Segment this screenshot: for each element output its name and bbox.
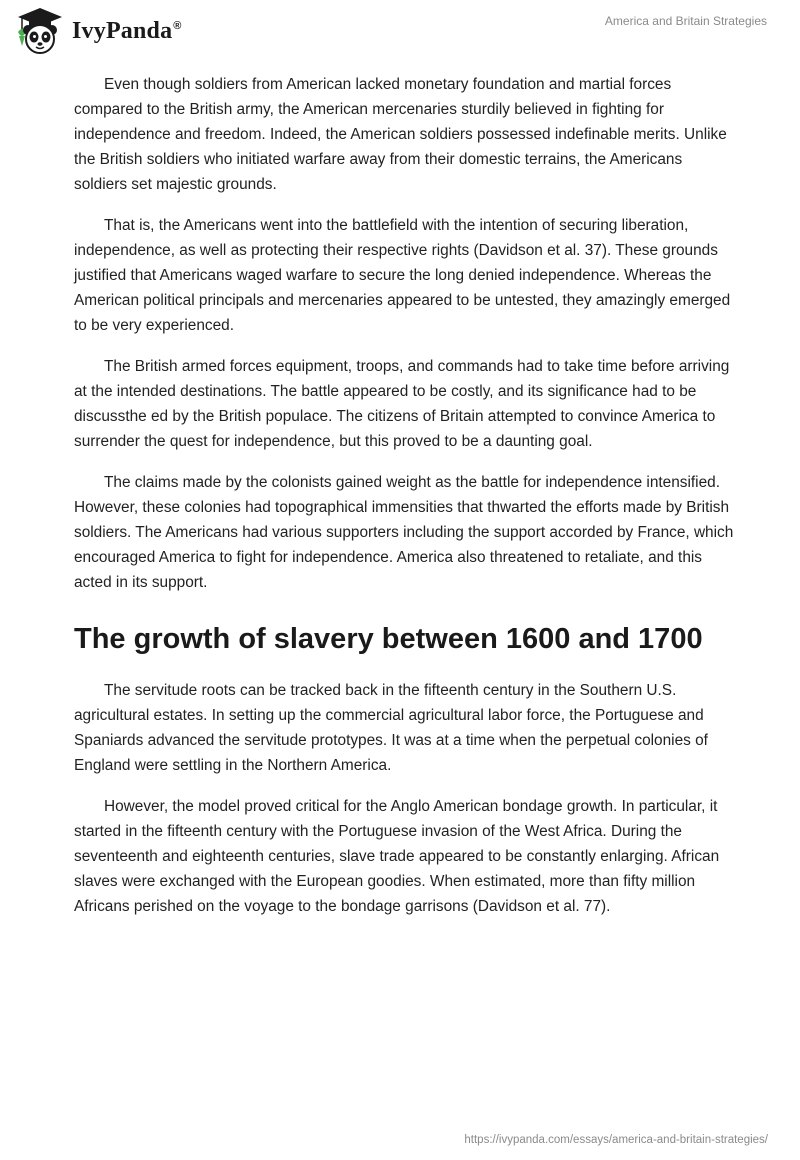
ivypanda-logo[interactable] (14, 6, 194, 56)
paragraph: Even though soldiers from American lacked monetary foundation and martial forces compared to the British army, the American mercenaries sturdily believed in fighting for independence and freedom. Indeed, the American soldiers possessed indefinable merits. Unlike the British soldiers who initiated warfare away from their domestic terrains, the Americans soldiers set majestic grounds. (74, 76, 727, 193)
essay-content (74, 72, 734, 935)
paragraph: That is, the Americans went into the battlefield with the intention of securing liberation, independence, as well as protecting their respective rights (Davidson et al. 37). These grounds justified that Americans waged warfare to secure the long denied independence. Whereas the American political principals and mercenaries appeared to be untested, they amazingly emerged to be very experienced. (74, 217, 731, 334)
registered-mark: ® (173, 19, 182, 32)
document-title: America and Britain Strategies (604, 14, 767, 28)
paragraph: The British armed forces equipment, troops, and commands had to take time before arriving at the intended destinations. The battle appeared to be costly, and its significance had to be discussthe ed by the British populace. The citizens of Britain attempted to convince America to surrender the quest for independence, but this proved to be a daunting goal. (74, 358, 730, 450)
section-heading: The growth of slavery between 1600 and 1700 (74, 623, 703, 655)
paragraph: The claims made by the colonists gained weight as the battle for independence intensified. However, these colonies had topographical immensities that thwarted the efforts made by British soldiers. The Americans had various supporters including the support accorded by France, which encouraged America to fight for independence. America also threatened to retaliate, and this acted in its support. (74, 474, 734, 591)
source-url[interactable]: https://ivypanda.com/essays/america-and-britain-strategies/ (464, 1134, 768, 1146)
panda-graduate-icon (14, 6, 66, 56)
brand-name: IvyPanda® (72, 17, 182, 44)
page-header (0, 0, 800, 60)
paragraph: The servitude roots can be tracked back in the fifteenth century in the Southern U.S. agricultural estates. In setting up the commercial agricultural labor force, the Portuguese and Spaniards advanced the servitude prototypes. It was at a time when the perpetual colonies of England were settling in the Northern America. (74, 682, 708, 774)
paragraph: However, the model proved critical for the Anglo American bondage growth. In particular, it started in the fifteenth century with the Portuguese invasion of the West Africa. During the seventeenth and eighteenth centuries, slave trade appeared to be constantly enlarging. African slaves were exchanged with the European goodies. When estimated, more than fifty million Africans perished on the voyage to the bondage garrisons (Davidson et al. 77). (74, 798, 720, 915)
